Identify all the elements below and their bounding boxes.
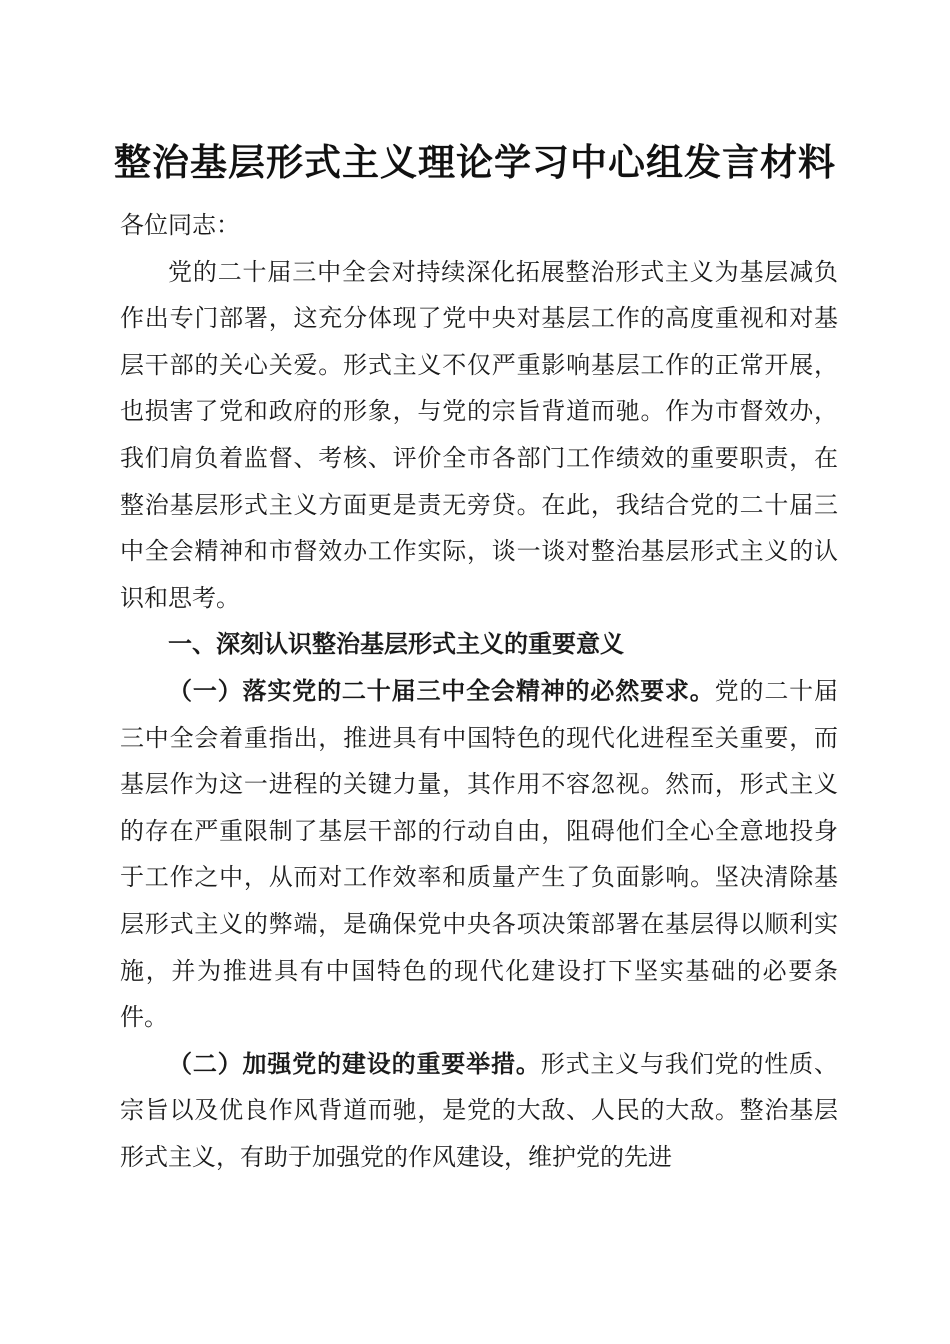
paragraph-point-1 (120, 668, 838, 1041)
document-title: 整治基层形式主义理论学习中心组发言材料 (114, 140, 836, 184)
point-1-lead: （一）落实党的二十届三中全会精神的必然要求。 (168, 675, 715, 705)
document-body (120, 202, 838, 1180)
point-1-body: 党的二十届三中全会着重指出，推进具有中国特色的现代化进程至关重要，而基层作为这一进程的关键力量，其作用不容忽视。然而，形式主义的存在严重限制了基层干部的行动自由，阻碍他们全心全意地投身于工作之中，从而对工作效率和质量产生了负面影响。坚决清除基层形式主义的弊端，是确保党中央各项决策部署在基层得以顺利实施，并为推进具有中国特色的现代化建设打下坚实基础的必要条件。 (120, 676, 839, 1032)
intro-paragraph: 党的二十届三中全会对持续深化拓展整治形式主义为基层减负作出专门部署，这充分体现了党中央对基层工作的高度重视和对基层干部的关心关爱。形式主义不仅严重影响基层工作的正常开展，也损害了党和政府的形象，与党的宗旨背道而驰。作为市督效办，我们肩负着监督、考核、评价全市各部门工作绩效的重要职责，在整治基层形式主义方面更是责无旁贷。在此，我结合党的二十届三中全会精神和市督效办工作实际，谈一谈对整治基层形式主义的认识和思考。 (120, 257, 838, 612)
salutation: 各位同志： (120, 211, 240, 239)
point-2-lead: （二）加强党的建设的重要举措。 (168, 1048, 541, 1078)
point-2-body: 形式主义与我们党的性质、宗旨以及优良作风背道而驰，是党的大敌、人民的大敌。整治基层形式主义，有助于加强党的作风建设，维护党的先进 (120, 1049, 839, 1171)
paragraph-point-2 (120, 1041, 838, 1181)
section-heading-1: 一、深刻认识整治基层形式主义的重要意义 (168, 630, 624, 659)
